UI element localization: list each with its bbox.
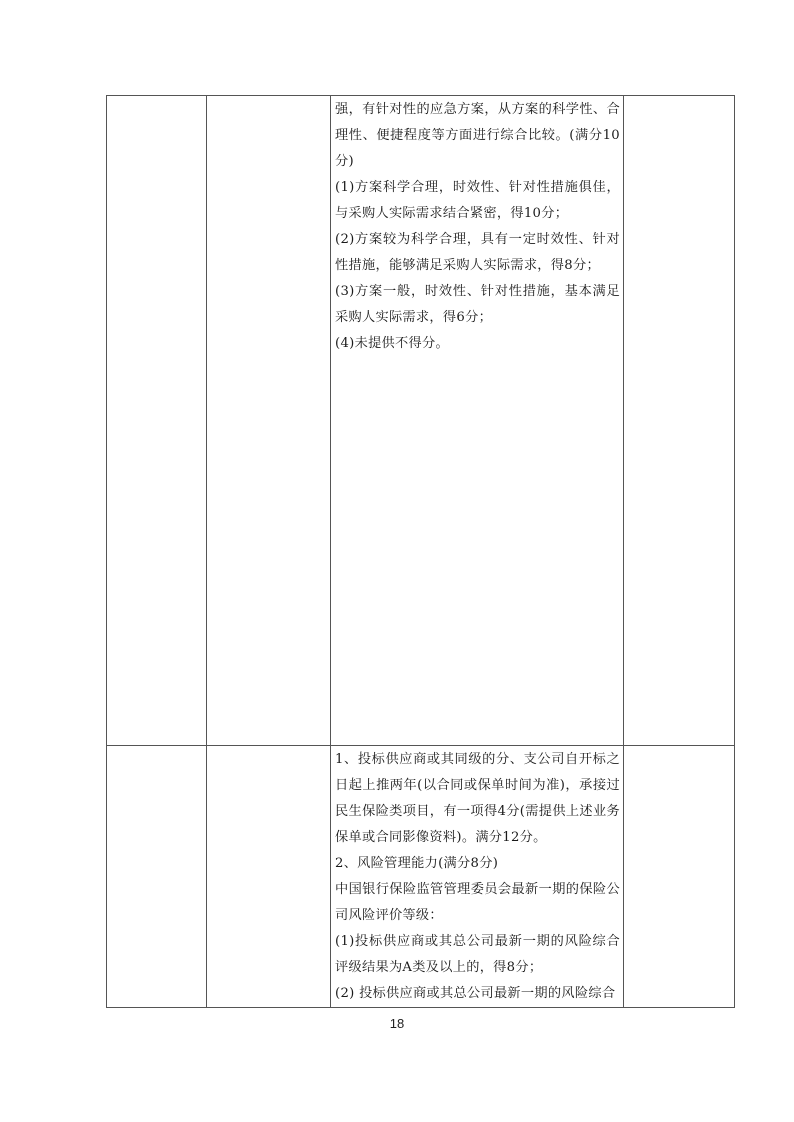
criteria-paragraph: (3)方案一般，时效性、针对性措施，基本满足采购人实际需求，得6分；: [335, 284, 620, 325]
table-cell-criteria: [331, 96, 624, 746]
criteria-paragraph: (1)方案科学合理，时效性、针对性措施俱佳，与采购人实际需求结合紧密，得10分；: [335, 180, 620, 221]
table-cell-criteria: [331, 746, 624, 1008]
criteria-paragraph: 强，有针对性的应急方案，从方案的科学性、合理性、便捷程度等方面进行综合比较。(满分10分): [335, 102, 620, 169]
table-cell-category: [107, 746, 207, 1008]
page-number: 18: [389, 1016, 405, 1031]
criteria-paragraph: (1)投标供应商或其总公司最新一期的风险综合评级结果为A类及以上的，得8分；: [335, 934, 620, 975]
table-cell-score: [624, 746, 735, 1008]
criteria-text: [331, 746, 623, 1007]
criteria-paragraph: (4)未提供不得分。: [335, 336, 449, 351]
table-cell-item: [207, 746, 331, 1008]
table-cell-category: [107, 96, 207, 746]
table-row: [107, 96, 735, 746]
criteria-paragraph: 2、风险管理能力(满分8分): [335, 856, 499, 871]
criteria-text: [331, 96, 623, 357]
table-row: [107, 746, 735, 1008]
scoring-table: [106, 95, 735, 1008]
criteria-paragraph: (2) 投标供应商或其总公司最新一期的风险综合: [335, 986, 616, 1001]
criteria-paragraph: 1、投标供应商或其同级的分、支公司自开标之日起上推两年(以合同或保单时间为准)，承接过民生保险类项目，有一项得4分(需提供上述业务保单或合同影像资料)。满分12分。: [335, 752, 620, 845]
criteria-paragraph: (2)方案较为科学合理，具有一定时效性、针对性措施，能够满足采购人实际需求，得8分；: [335, 232, 620, 273]
table-cell-score: [624, 96, 735, 746]
criteria-paragraph: 中国银行保险监管管理委员会最新一期的保险公司风险评价等级：: [335, 882, 620, 923]
table-cell-item: [207, 96, 331, 746]
